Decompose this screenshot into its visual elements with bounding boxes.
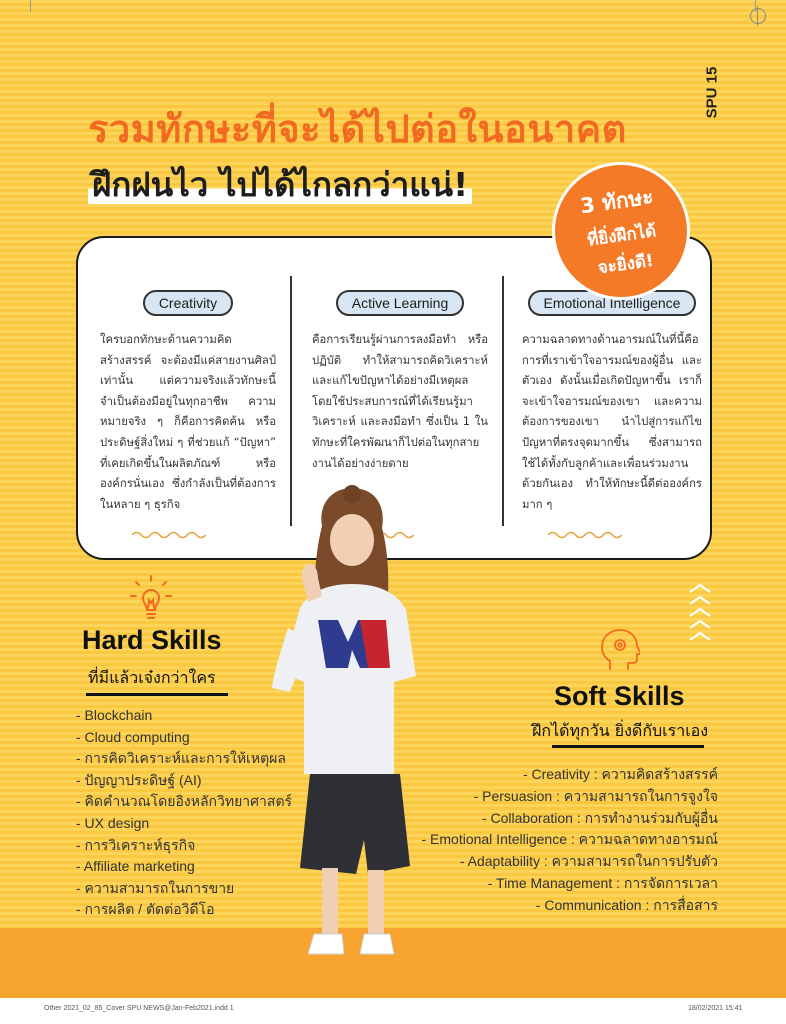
head-gear-icon <box>598 628 640 672</box>
print-slug-date: 18/02/2021 15:41 <box>688 1005 743 1012</box>
list-item: - ปัญญาประดิษฐ์ (AI) <box>76 771 202 788</box>
list-item: - Affiliate marketing <box>76 858 195 875</box>
soft-skills-title: Soft Skills <box>554 681 685 711</box>
list-item: - Time Management : การจัดการเวลา <box>487 874 718 891</box>
crop-mark <box>18 0 31 12</box>
skill-column-active-learning <box>312 290 488 474</box>
list-item: - Emotional Intelligence : ความฉลาดทางอารมณ์ <box>421 831 718 848</box>
list-item: - Adaptability : ความสามารถในการปรับตัว <box>459 853 718 870</box>
list-item: - Communication : การสื่อสาร <box>535 896 718 913</box>
print-slug-file: Other 2021_02_85_Cover SPU NEWS@Jan-Feb2021.indd 1 <box>44 1005 234 1012</box>
page-title: รวมทักษะที่จะได้ไปต่อในอนาคต <box>88 107 627 151</box>
badge-line: ที่ยิ่งฝึกได้ <box>585 221 658 251</box>
registration-mark-icon <box>750 8 766 24</box>
student-photo <box>260 478 440 968</box>
skill-pill: Active Learning <box>336 290 465 316</box>
soft-skills-underline <box>552 745 704 748</box>
column-divider <box>502 276 504 526</box>
chevron-up-icon <box>688 582 712 648</box>
skill-description: ความฉลาดทางด้านอารมณ์ในที่นี้คือการที่เราเข้าใจอารมณ์ของผู้อื่น และตัวเอง ดังนั้นเมื่อเกิดปัญหาขึ้น เราก็จะเข้าใจอารมณ์ของเขา และความต้องการของเขา นำไปสู่การแก้ไขปัญหาที่ตรงจุดมากขึ้น ซึ่งสามารถใช้ได้ทั้งกับลูกค้าและเพื่อนร่วมงานด้วยกันเอง ทำให้ทักษะนี้ดีต่อองค์กรมาก ๆ <box>522 333 702 511</box>
list-item: - Persuasion : ความสามารถในการจูงใจ <box>473 787 718 804</box>
list-item: - คิดคำนวณโดยอิงหลักวิทยาศาสตร์ <box>76 793 293 810</box>
soft-skills-list <box>421 764 718 917</box>
hard-skills-subtitle: ที่มีแล้วเจ๋งกว่าใคร <box>88 668 216 687</box>
page-subtitle <box>88 158 472 211</box>
lightbulb-icon <box>128 574 174 622</box>
list-item: - UX design <box>76 814 150 831</box>
folio-tag <box>702 66 728 126</box>
skill-column-emotional-intelligence <box>522 290 702 515</box>
hard-skills-title: Hard Skills <box>82 625 222 655</box>
list-item: - การคิดวิเคราะห์และการให้เหตุผล <box>76 750 286 767</box>
list-item: - Creativity : ความคิดสร้างสรรค์ <box>522 766 718 782</box>
list-item: - Blockchain <box>76 707 153 723</box>
page-subtitle-text: ฝึกฝนไว ไปได้ไกลกว่าแน่! <box>88 165 472 204</box>
list-item: - การผลิต / ตัดต่อวิดีโอ <box>76 901 215 918</box>
badge-line: จะยิ่งดี! <box>596 250 655 279</box>
skill-pill: Creativity <box>143 290 233 316</box>
soft-skills-subtitle: ฝึกได้ทุกวัน ยิ่งดีกับเราเอง <box>532 721 709 740</box>
folio-text: SPU 15 <box>703 66 721 119</box>
skill-column-creativity <box>100 290 276 515</box>
skill-description: ใครบอกทักษะด้านความคิดสร้างสรรค์ จะต้องมีแค่สายงานศิลป์เท่านั้น แต่ความจริงแล้วทักษะนี้จำเป็นต้องมีอยู่ในทุกอาชีพ ความหมายจริง ๆ ก็คือการคิดค้น หรือประดิษฐ์สิ่งใหม่ ๆ ที่ช่วยแก้ “ปัญหา” ที่เคยเกิดขึ้นในผลิตภัณฑ์ หรือองค์กรนั่นเอง ซึ่งกำลังเป็นที่ต้องการในหลาย ๆ ธุรกิจ <box>100 333 276 511</box>
list-item: - ความสามารถในการขาย <box>76 879 235 896</box>
wave-decoration <box>548 530 622 540</box>
wave-decoration <box>132 530 206 540</box>
list-item: - Cloud computing <box>76 728 190 745</box>
hard-skills-underline <box>86 693 228 696</box>
list-item: - การวิเคราะห์ธุรกิจ <box>76 836 196 853</box>
list-item: - Collaboration : การทำงานร่วมกับผู้อื่น <box>481 809 718 826</box>
skill-description: คือการเรียนรู้ผ่านการลงมือทำ หรือปฏิบัติ ทำให้สามารถคิดวิเคราะห์ และแก้ไขปัญหาได้อย่างมีเหตุผล โดยใช้ประสบการณ์ที่ได้เรียนรู้มาวิเคราะห์ และลงมือทำ ซึ่งเป็น 1 ในทักษะที่ใครพัฒนาก็ไปต่อในทุกสายงานได้อย่างง่ายดาย <box>312 333 488 470</box>
skill-pill: Emotional Intelligence <box>528 290 697 316</box>
badge-line: 3 ทักษะ <box>578 184 655 219</box>
